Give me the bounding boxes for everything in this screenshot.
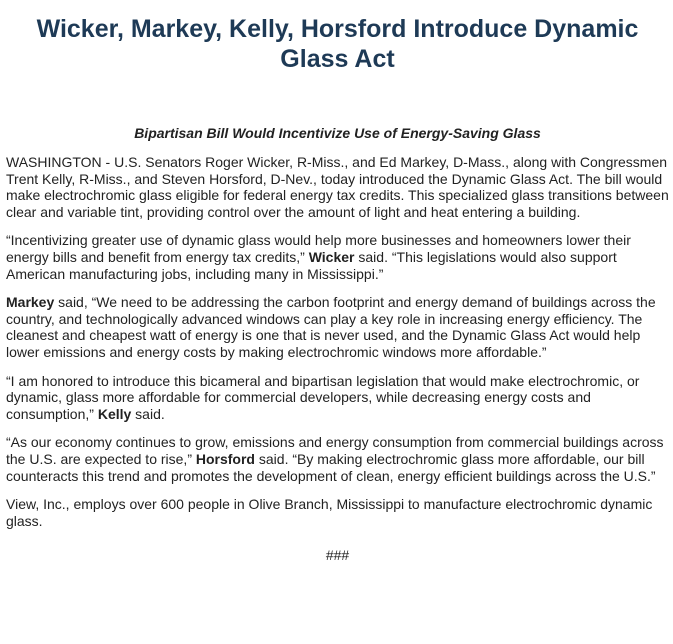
quote-text: said. “By making electrochromic glass more affordable, our bill counteracts this trend and promotes the development of clean, energy efficient buildings across the U.S.”: [6, 450, 656, 484]
page-title: Wicker, Markey, Kelly, Horsford Introduce Dynamic Glass Act: [36, 15, 639, 73]
paragraph-markey-quote: [6, 294, 669, 360]
subtitle: Bipartisan Bill Would Incentivize Use of Energy-Saving Glass: [134, 125, 541, 141]
speaker-name: Wicker: [308, 248, 355, 265]
speaker-name: Horsford: [195, 450, 255, 467]
speaker-name: Markey: [6, 294, 55, 311]
paragraph-kelly-quote: [6, 373, 669, 423]
end-marker: ###: [325, 547, 350, 564]
speaker-name: Kelly: [97, 405, 132, 422]
paragraph-horsford-quote: [6, 434, 669, 484]
quote-text: said. “This legislations would also support American manufacturing jobs, including many in Mississippi.”: [6, 248, 617, 282]
paragraph-intro: WASHINGTON - U.S. Senators Roger Wicker, R-Miss., and Ed Markey, D-Mass., along with Congressmen Trent Kelly, R-Miss., and Steven Horsford, D-Nev., today introduced the Dynamic Glass Act. The bill would make electrochromic glass eligible for federal energy tax credits. This specialized glass transitions between clear and variable tint, providing control over the amount of light and heat entering a building.: [6, 154, 669, 220]
quote-text: said.: [131, 405, 165, 422]
quote-text: said, “We need to be addressing the carbon footprint and energy demand of buildings across the country, and technologically advanced windows can play a key role in increasing energy efficiency. The cleanest and cheapest watt of energy is one that is never used, and the Dynamic Glass Act would help lower emissions and energy costs by making electrochromic windows more affordable.”: [6, 294, 656, 360]
paragraph-wicker-quote: [6, 232, 669, 282]
quote-text: “I am honored to introduce this bicameral and bipartisan legislation that would make electrochromic, or dynamic, glass more affordable for commercial developers, while decreasing energy costs and consumption,”: [6, 372, 640, 422]
quote-text: “Incentivizing greater use of dynamic glass would help more businesses and homeowners lower their energy bills and benefit from energy tax credits,”: [6, 232, 631, 265]
paragraph-closing: View, Inc., employs over 600 people in Olive Branch, Mississippi to manufacture electrochromic dynamic glass.: [6, 496, 653, 529]
quote-text: “As our economy continues to grow, emissions and energy consumption from commercial buildings across the U.S. are expected to rise,”: [6, 434, 664, 467]
